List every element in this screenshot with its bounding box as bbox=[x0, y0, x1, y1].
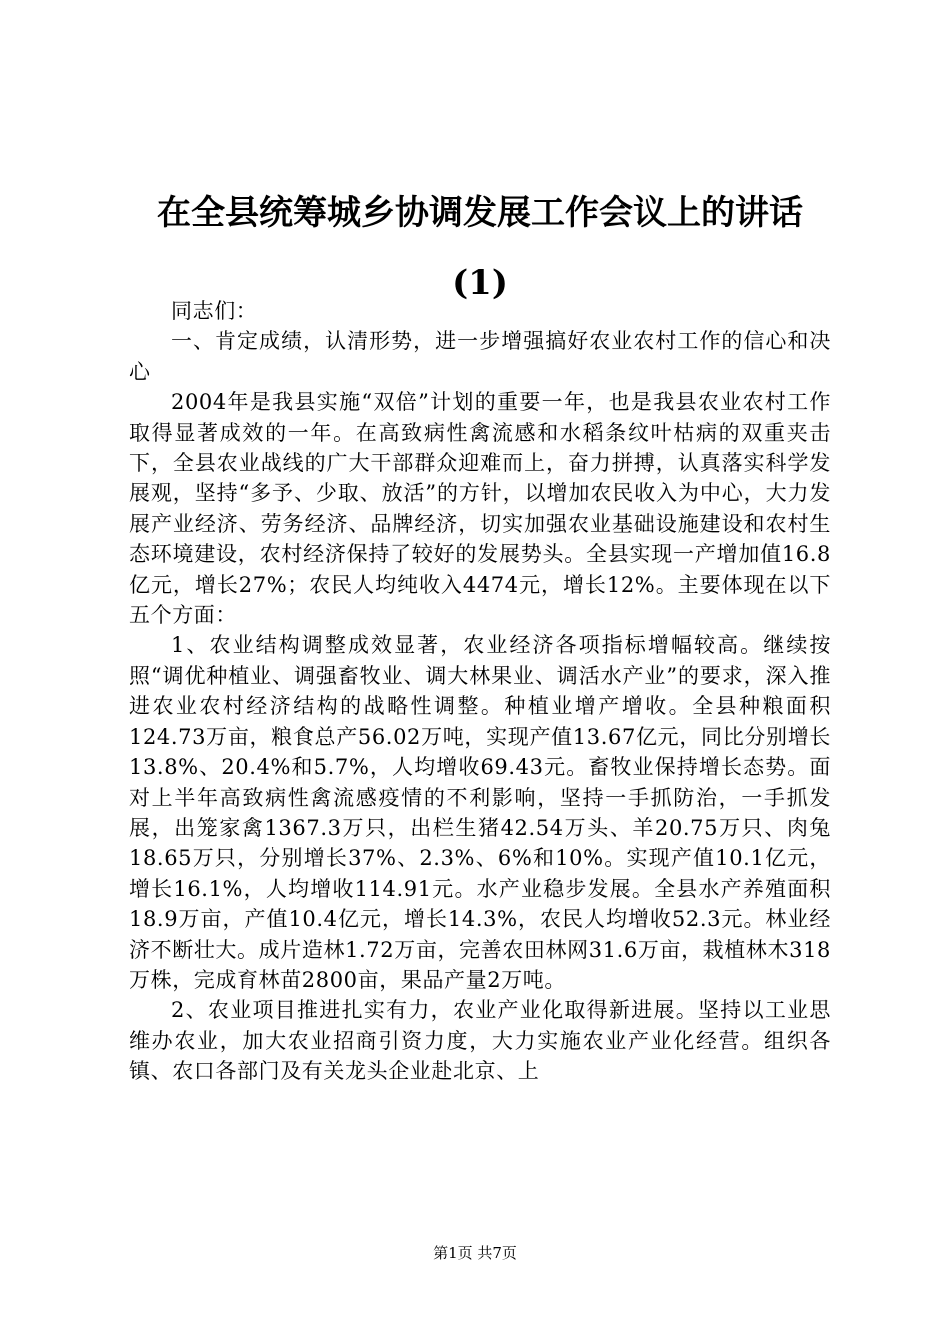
title-line-2: (1) bbox=[452, 263, 508, 303]
document-body bbox=[129, 296, 831, 1087]
body-paragraph: 1、农业结构调整成效显著，农业经济各项指标增幅较高。继续按照“调优种植业、调强畜牧业、调大林果业、调活水产业”的要求，深入推进农业农村经济结构的战略性调整。种植业增产增收。全县种粮面积124.73万亩，粮食总产56.02万吨，实现产值13.67亿元，同比分别增长13.8%、20.4%和5.7%，人均增收69.43元。畜牧业保持增长态势。面对上半年高致病性禽流感疫情的不利影响，坚持一手抓防治，一手抓发展，出笼家禽1367.3万只，出栏生猪42.54万头、羊20.75万只、肉兔18.65万只，分别增长37%、2.3%、6%和10%。实现产值10.1亿元，增长16.1%，人均增收114.91元。水产业稳步发展。全县水产养殖面积18.9万亩，产值10.4亿元，增长14.3%，农民人均增收52.3元。林业经济不断壮大。成片造林1.72万亩，完善农田林网31.6万亩，栽植林木318万株，完成育林苗2800亩，果品产量2万吨。 bbox=[129, 633, 831, 992]
salutation: 同志们： bbox=[171, 299, 258, 323]
body-paragraph: 2、农业项目推进扎实有力，农业产业化取得新进展。坚持以工业思维办农业，加大农业招商引资力度，大力实施农业产业化经营。组织各镇、农口各部门及有关龙头企业赴北京、上 bbox=[129, 998, 831, 1084]
title-line-1: 在全县统筹城乡协调发展工作会议上的讲话 bbox=[157, 193, 803, 233]
body-paragraph: 2004年是我县实施“双倍”计划的重要一年，也是我县农业农村工作取得显著成效的一年。在高致病性禽流感和水稻条纹叶枯病的双重夹击下，全县农业战线的广大干部群众迎难而上，奋力拼搏，认真落实科学发展观，坚持“多予、少取、放活”的方针，以增加农民收入为中心，大力发展产业经济、劳务经济、品牌经济，切实加强农业基础设施建设和农村生态环境建设，农村经济保持了较好的发展势头。全县实现一产增加值16.8亿元，增长27%；农民人均纯收入4474元，增长12%。主要体现在以下五个方面： bbox=[129, 390, 831, 628]
section-heading: 一、肯定成绩，认清形势，进一步增强搞好农业农村工作的信心和决心 bbox=[129, 329, 831, 384]
page-footer bbox=[0, 1243, 950, 1263]
page-number: 第1页 共7页 bbox=[433, 1244, 517, 1262]
